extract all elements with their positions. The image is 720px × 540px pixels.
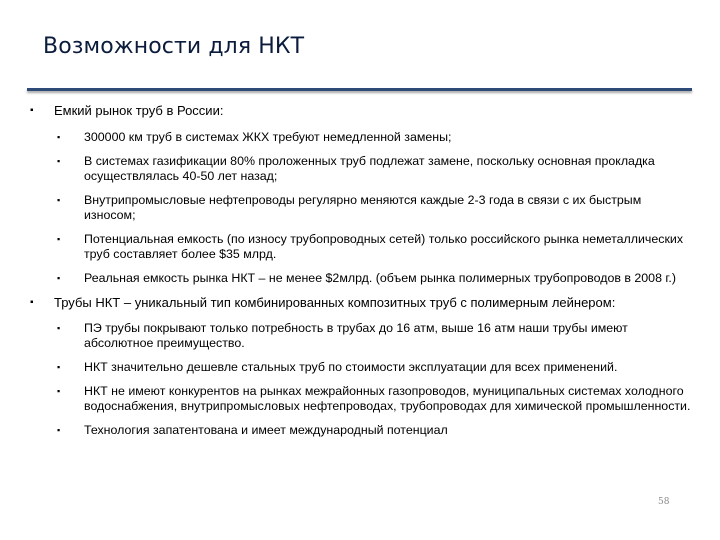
section-bullet <box>27 103 695 119</box>
sub-bullet <box>27 232 695 262</box>
slide-title: Возможности для НКТ <box>43 34 305 59</box>
section-text: Трубы НКТ – уникальный тип комбинированных композитных труб с полимерным лейнером: <box>54 294 616 310</box>
sub-bullet-text: Реальная емкость рынка НКТ – не менее $2млрд. (объем рынка полимерных трубопроводов в 2008 г.) <box>84 270 676 285</box>
sub-bullet-text: ПЭ трубы покрывают только потребность в трубах до 16 атм, выше 16 атм наши трубы имеют абсолютное преимущество. <box>84 321 628 350</box>
square-bullet-icon: ▪ <box>57 194 61 205</box>
sub-bullet <box>27 271 695 286</box>
sub-bullet <box>27 423 695 438</box>
sub-bullet-text: Технология запатентована и имеет международный потенциал <box>84 423 448 437</box>
sub-bullet-text: Потенциальная емкость (по износу трубопроводных сетей) только российского рынка неметаллических труб составляет более $35 млрд. <box>84 231 684 261</box>
sub-bullet <box>27 130 695 145</box>
section-bullet <box>27 295 695 311</box>
square-bullet-icon: ▪ <box>57 272 61 283</box>
sub-bullet-text: НКТ не имеют конкурентов на рынках межрайонных газопроводов, муниципальных системах холодного водоснабжения, внутрипромысловых нефтепроводах, трубопроводах для химической промышленности. <box>84 384 691 413</box>
bullet-list <box>27 103 695 447</box>
sub-bullet <box>27 193 695 223</box>
page-number: 58 <box>658 497 670 507</box>
sub-bullet <box>27 360 695 375</box>
sub-bullet-text: В системах газификации 80% проложенных труб подлежат замене, поскольку основная прокладка осуществлялась 40-50 лет назад; <box>84 153 655 183</box>
square-bullet-icon: ▪ <box>57 155 61 166</box>
square-bullet-icon: ▪ <box>57 131 61 142</box>
title-divider <box>27 88 692 91</box>
square-bullet-icon: ▪ <box>57 233 61 244</box>
square-bullet-icon: ▪ <box>57 386 61 396</box>
sub-bullet-text: 300000 км труб в системах ЖКХ требуют немедленной замены; <box>84 129 452 144</box>
sub-bullet <box>27 384 695 414</box>
square-bullet-icon: ▪ <box>57 323 61 333</box>
sub-bullet <box>27 154 695 184</box>
section-text: Емкий рынок труб в России: <box>54 103 224 118</box>
square-bullet-icon: ▪ <box>57 425 61 435</box>
sub-bullet-text: Внутрипромысловые нефтепроводы регулярно меняются каждые 2-3 года в связи с их быстрым износом; <box>84 192 642 222</box>
sub-bullet <box>27 321 695 351</box>
square-bullet-icon: ▪ <box>30 296 34 308</box>
sub-bullet-text: НКТ значительно дешевле стальных труб по стоимости эксплуатации для всех применений. <box>84 360 618 374</box>
square-bullet-icon: ▪ <box>30 105 34 116</box>
square-bullet-icon: ▪ <box>57 362 61 372</box>
